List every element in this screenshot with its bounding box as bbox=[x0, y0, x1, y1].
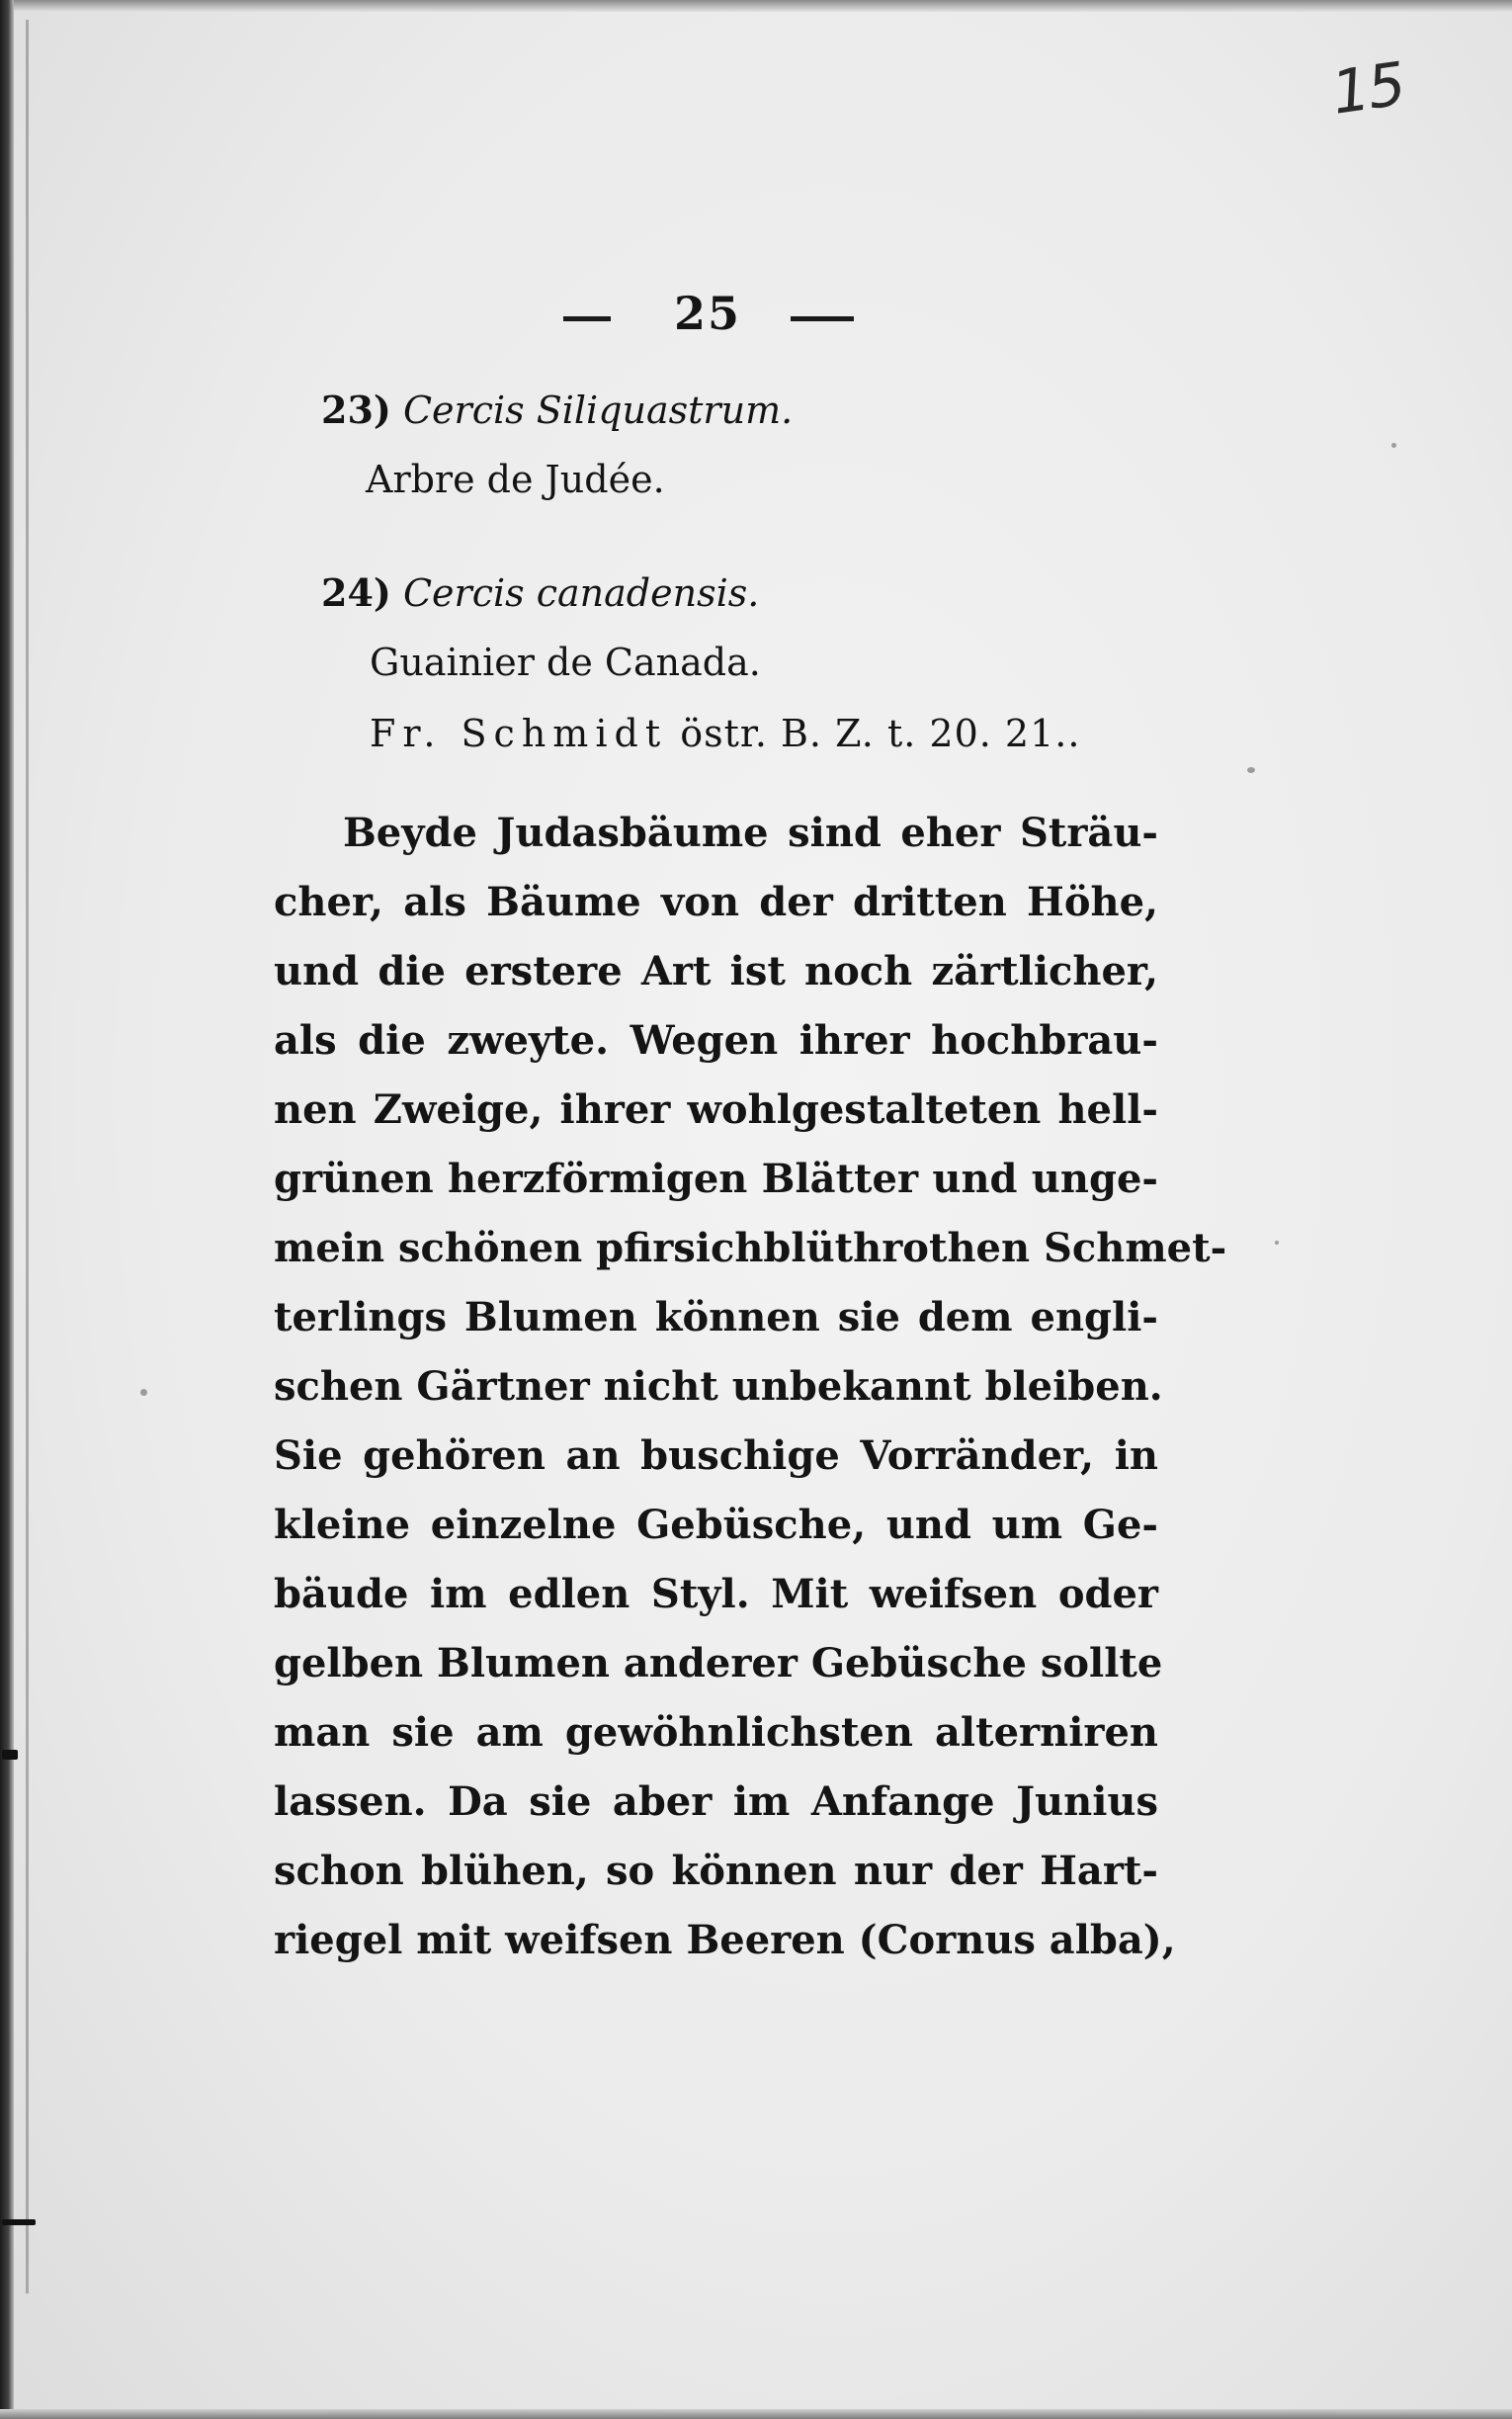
entry-23-heading bbox=[321, 381, 793, 440]
body-line: grünen herzförmigen Blätter und unge- bbox=[274, 1156, 1158, 1202]
body-paragraph bbox=[274, 799, 1227, 1975]
body-line: riegel mit weifsen Beeren (Cornus alba), bbox=[274, 1917, 1176, 1963]
body-line: gelben Blumen anderer Gebüsche sollte bbox=[274, 1640, 1163, 1686]
body-line: und die erstere Art ist noch zärtlicher, bbox=[274, 948, 1158, 994]
scan-speck bbox=[1247, 767, 1255, 773]
scan-speck bbox=[1391, 443, 1396, 448]
page-header bbox=[553, 287, 870, 346]
reference-author: Fr. Schmidt bbox=[370, 712, 668, 755]
page-bottom-edge bbox=[0, 2409, 1512, 2419]
handwritten-folio-number: 15 bbox=[1327, 49, 1408, 129]
body-line: als die zweyte. Wegen ihrer hochbrau- bbox=[274, 1017, 1158, 1064]
body-line: bäude im edlen Styl. Mit weifsen oder bbox=[274, 1571, 1158, 1617]
entry-23-common-name: Arbre de Judée. bbox=[366, 458, 665, 501]
body-line: schen Gärtner nicht unbekannt bleiben. bbox=[274, 1363, 1163, 1410]
scientific-name: Cercis canadensis. bbox=[402, 571, 760, 615]
body-line: terlings Blumen können sie dem engli- bbox=[274, 1294, 1158, 1340]
scientific-name: Cercis Siliquastrum. bbox=[402, 389, 794, 432]
body-line: schon blühen, so können nur der Hart- bbox=[274, 1848, 1158, 1894]
header-dash-right bbox=[791, 316, 854, 321]
page-top-edge bbox=[0, 0, 1512, 12]
binding-mark bbox=[2, 2219, 36, 2225]
binding-mark bbox=[2, 1750, 18, 1760]
body-line: lassen. Da sie aber im Anfange Junius bbox=[274, 1778, 1158, 1825]
entry-24-common-name: Guainier de Canada. bbox=[370, 641, 761, 684]
body-line: Beyde Judasbäume sind eher Sträu- bbox=[343, 810, 1158, 856]
binding-edge bbox=[0, 0, 14, 2419]
header-dash-left bbox=[563, 316, 611, 321]
entry-number: 23) bbox=[321, 388, 391, 432]
reference-citation: östr. B. Z. t. 20. 21.. bbox=[680, 712, 1081, 755]
body-line: man sie am gewöhnlichsten alterniren bbox=[274, 1709, 1158, 1756]
scan-speck bbox=[1275, 1241, 1279, 1245]
entry-24-heading bbox=[321, 563, 759, 623]
body-line: nen Zweige, ihrer wohlgestalteten hell- bbox=[274, 1086, 1158, 1133]
entry-24-reference bbox=[370, 704, 1080, 763]
page-number: 25 bbox=[673, 287, 741, 340]
scan-speck bbox=[140, 1389, 147, 1396]
body-line: mein schönen pfirsichblüthrothen Schmet- bbox=[274, 1225, 1227, 1271]
binding-line bbox=[26, 20, 29, 2293]
entry-number: 24) bbox=[321, 570, 391, 615]
body-line: cher, als Bäume von der dritten Höhe, bbox=[274, 879, 1158, 925]
body-line: Sie gehören an buschige Vorränder, in bbox=[274, 1432, 1158, 1479]
body-line: kleine einzelne Gebüsche, und um Ge- bbox=[274, 1502, 1158, 1548]
